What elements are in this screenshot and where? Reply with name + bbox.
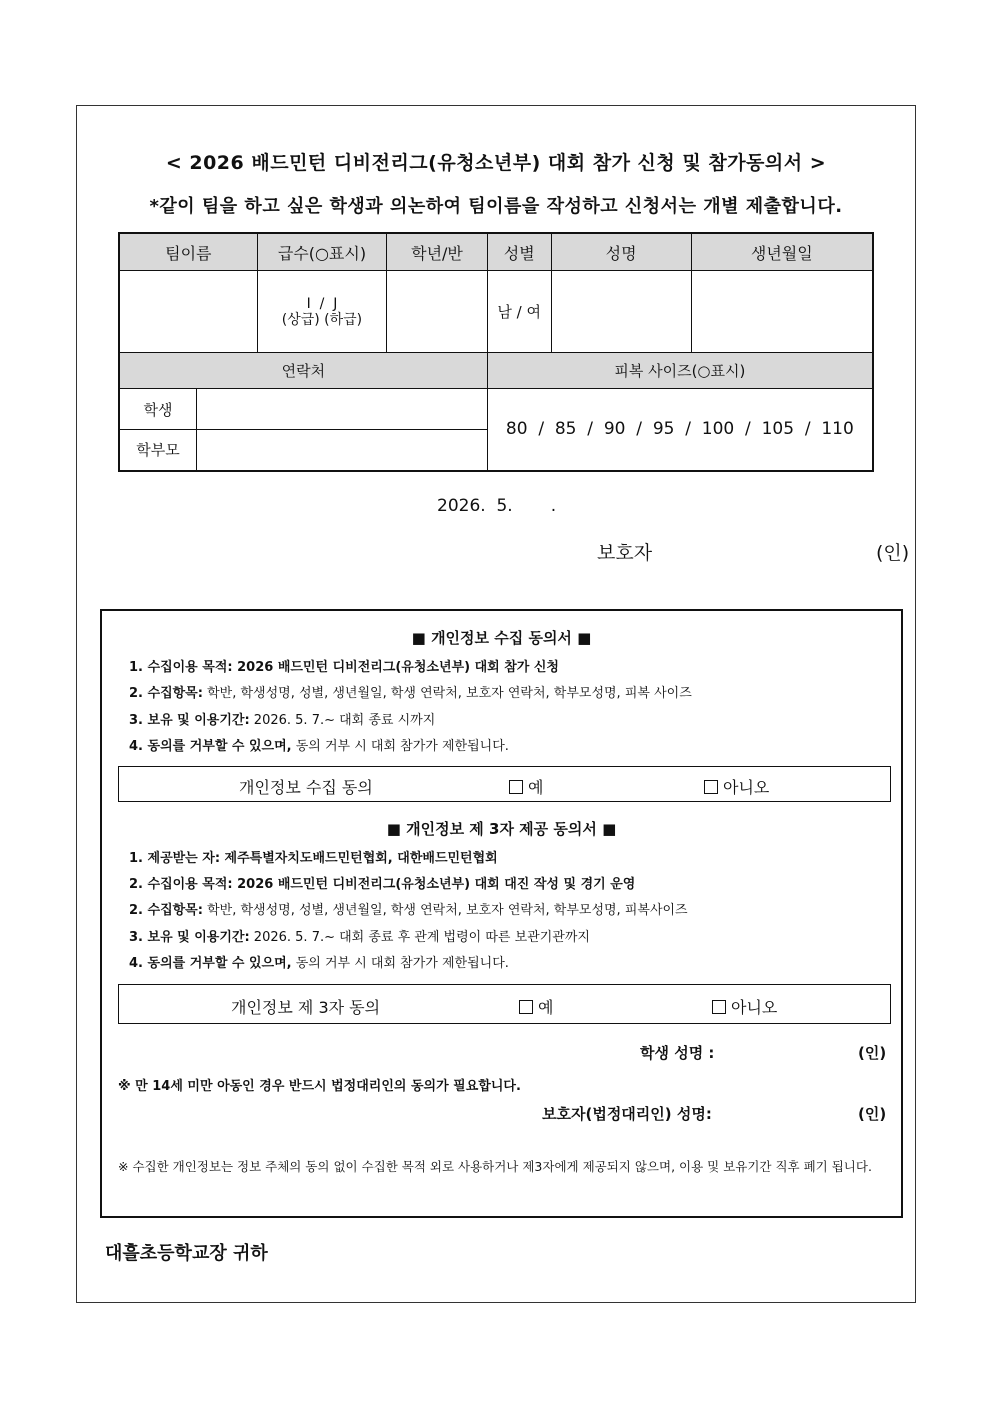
guardian-seal: (인) (876, 542, 910, 564)
header-grade: 급수(○표시) (257, 233, 387, 271)
header-name: 성명 (551, 233, 691, 271)
consent1-no-checkbox[interactable]: 아니오 (704, 775, 769, 798)
header-birthdate: 생년월일 (691, 233, 873, 271)
consent2-item: 4. 동의를 거부할 수 있으며, 동의 거부 시 대회 참가가 제한됩니다. (129, 956, 509, 971)
date-dot: . (550, 496, 557, 516)
consent2-item: 2. 수집이용 목적: 2026 배드민턴 디비전리그(유청소년부) 대회 대진 작성 및 경기 운영 (129, 877, 636, 892)
consent1-item: 1. 수집이용 목적: 2026 배드민턴 디비전리그(유청소년부) 대회 참가 신청 (129, 660, 559, 675)
consent1-check-label: 개인정보 수집 동의 (239, 778, 373, 797)
contact-header: 연락처 (119, 353, 487, 389)
checkbox-icon (519, 1000, 533, 1014)
grade-labels: (상급) (하급) (281, 311, 363, 328)
form-subtitle: *같이 팀을 하고 싶은 학생과 의논하여 팀이름을 작성하고 신청서는 개별 제출합니다. (149, 196, 843, 217)
application-date (437, 496, 556, 516)
consent1-yes-checkbox[interactable]: 예 (509, 775, 543, 798)
consent2-item: 1. 제공받는 자: 제주특별자치도배드민턴협회, 대한배드민턴협회 (129, 851, 498, 866)
application-table (118, 232, 874, 472)
name-field[interactable] (551, 271, 691, 353)
gender-field[interactable]: 남 / 여 (487, 271, 551, 353)
header-team-name: 팀이름 (119, 233, 257, 271)
checkbox-icon (712, 1000, 726, 1014)
team-name-field[interactable] (119, 271, 257, 353)
parent-contact-label: 학부모 (119, 430, 197, 471)
birthdate-field[interactable] (691, 271, 873, 353)
addressee: 대흘초등학교장 귀하 (105, 1243, 268, 1264)
consent2-item: 3. 보유 및 이용기간: 2026. 5. 7.~ 대회 종료 후 관계 법령이 따른 보관기관까지 (129, 930, 590, 945)
consent1-item: 3. 보유 및 이용기간: 2026. 5. 7.~ 대회 종료 시까지 (129, 713, 436, 728)
consent2-yes-checkbox[interactable]: 예 (519, 995, 553, 1018)
consent2-check-row (118, 984, 891, 1024)
consent-box (100, 609, 903, 1218)
date-text: 2026. 5. (437, 496, 513, 516)
checkbox-icon (509, 780, 523, 794)
consent2-no-checkbox[interactable]: 아니오 (712, 995, 777, 1018)
guardian-label: 보호자 (597, 542, 653, 564)
grade-field[interactable] (257, 271, 387, 353)
privacy-footnote: ※ 수집한 개인정보는 정보 주체의 동의 없이 수집한 목적 외로 사용하거나 제3자에게 제공되지 않으며, 이용 및 보유기간 직후 폐기 됩니다. (118, 1159, 872, 1174)
size-header: 피복 사이즈(○표시) (487, 353, 873, 389)
consent1-item: 4. 동의를 거부할 수 있으며, 동의 거부 시 대회 참가가 제한됩니다. (129, 739, 509, 754)
header-gender: 성별 (487, 233, 551, 271)
consent1-title: ■ 개인정보 수집 동의서 ■ (411, 629, 592, 647)
minor-note: ※ 만 14세 미만 아동인 경우 반드시 법정대리인의 동의가 필요합니다. (118, 1079, 521, 1094)
student-contact-label: 학생 (119, 389, 197, 430)
checkbox-icon (704, 780, 718, 794)
size-options[interactable]: 80 / 85 / 90 / 95 / 100 / 105 / 110 (487, 389, 873, 471)
consent2-item: 2. 수집항목: 학반, 학생성명, 성별, 생년월일, 학생 연락처, 보호자 연락처, 학부모성명, 피복사이즈 (129, 903, 688, 918)
consent2-check-label: 개인정보 제 3자 동의 (231, 998, 381, 1017)
header-class: 학년/반 (387, 233, 487, 271)
parent-contact-field[interactable] (197, 430, 488, 471)
guardian-sign-seal: (인) (858, 1105, 887, 1123)
student-contact-field[interactable] (197, 389, 488, 430)
consent2-title: ■ 개인정보 제 3자 제공 동의서 ■ (386, 820, 617, 838)
student-sign-label: 학생 성명 : (640, 1044, 715, 1062)
consent1-check-row (118, 766, 891, 802)
student-seal: (인) (858, 1044, 887, 1062)
grade-options: I / J (306, 295, 338, 312)
consent1-item: 2. 수집항목: 학반, 학생성명, 성별, 생년월일, 학생 연락처, 보호자 연락처, 학부모성명, 피복 사이즈 (129, 686, 692, 701)
form-title: < 2026 배드민턴 디비전리그(유청소년부) 대회 참가 신청 및 참가동의서 > (165, 152, 827, 174)
class-field[interactable] (387, 271, 487, 353)
guardian-sign-label: 보호자(법정대리인) 성명: (542, 1105, 712, 1123)
